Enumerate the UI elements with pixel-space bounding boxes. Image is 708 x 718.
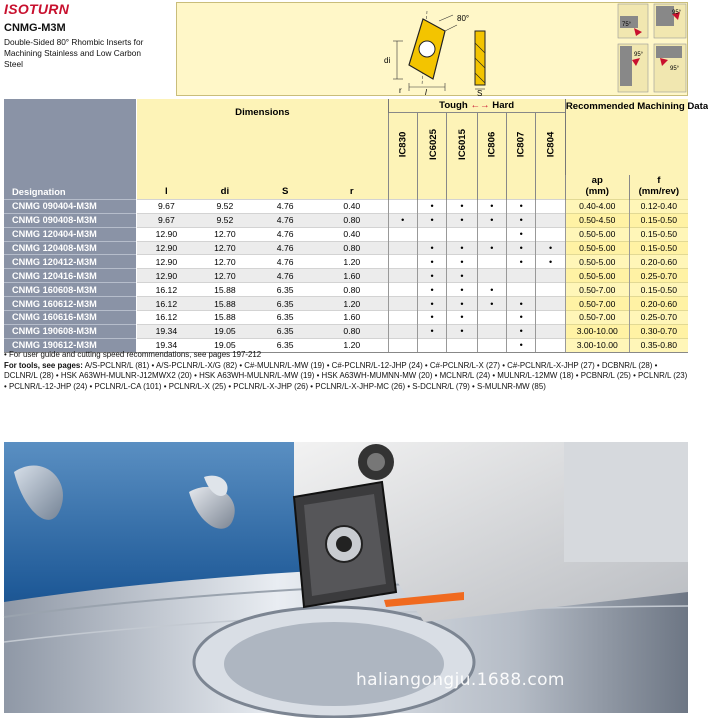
ap-cell: 0.50-7.00: [565, 297, 629, 311]
designation-cell: CNMG 120416-M3M: [4, 269, 137, 283]
table-row: [4, 213, 688, 227]
grade-availability-cell: [388, 269, 417, 283]
l-cell: 9.67: [137, 199, 196, 213]
grade-availability-cell: [447, 227, 477, 241]
designation-cell: CNMG 190612-M3M: [4, 338, 137, 352]
grade-col-ic830: IC830: [388, 113, 417, 175]
grade-availability-cell: [388, 227, 417, 241]
r-label: r: [399, 86, 402, 95]
grade-availability-cell: [536, 227, 565, 241]
l-cell: 16.12: [137, 297, 196, 311]
f-cell: 0.20-0.60: [629, 297, 688, 311]
s-cell: 6.35: [254, 338, 316, 352]
grade-availability-cell: •: [417, 199, 446, 213]
s-cell: 6.35: [254, 283, 316, 297]
f-cell: 0.25-0.70: [629, 311, 688, 325]
grade-availability-cell: •: [447, 255, 477, 269]
grade-availability-cell: •: [417, 297, 446, 311]
grade-col-ic6025: IC6025: [417, 113, 446, 175]
di-label: di: [384, 56, 391, 65]
table-row: [4, 227, 688, 241]
l-cell: 9.67: [137, 213, 196, 227]
r-cell: 0.40: [316, 227, 388, 241]
watermark-text: haliangongju.1688.com: [356, 670, 565, 690]
f-cell: 0.15-0.50: [629, 227, 688, 241]
di-cell: 12.70: [196, 269, 255, 283]
grade-availability-cell: •: [507, 199, 536, 213]
f-cell: 0.15-0.50: [629, 283, 688, 297]
grade-availability-cell: •: [447, 324, 477, 338]
grade-availability-cell: [388, 324, 417, 338]
grade-availability-cell: •: [477, 297, 506, 311]
designation-cell: CNMG 090404-M3M: [4, 199, 137, 213]
grade-availability-cell: [477, 227, 506, 241]
grade-availability-cell: •: [536, 241, 565, 255]
brand-logo: ISOTURN: [4, 1, 70, 17]
product-subtitle: Double-Sided 80° Rhombic Inserts for Machining Stainless and Low Carbon Steel: [4, 37, 144, 69]
r-cell: 1.60: [316, 269, 388, 283]
r-cell: 1.60: [316, 311, 388, 325]
grade-availability-cell: •: [447, 269, 477, 283]
ap-cell: 0.50-7.00: [565, 283, 629, 297]
machining-photo: [4, 442, 688, 713]
rec-col-ap: ap (mm): [565, 175, 629, 200]
grade-availability-cell: [536, 283, 565, 297]
r-cell: 1.20: [316, 338, 388, 352]
angle-label: 80°: [457, 14, 470, 23]
footnotes: [4, 350, 688, 393]
designation-cell: CNMG 120408-M3M: [4, 241, 137, 255]
ap-cell: 0.50-7.00: [565, 311, 629, 325]
di-cell: 12.70: [196, 227, 255, 241]
l-cell: 16.12: [137, 311, 196, 325]
table-row: [4, 283, 688, 297]
di-cell: 19.05: [196, 338, 255, 352]
grade-availability-cell: [507, 269, 536, 283]
grade-col-ic804: IC804: [536, 113, 565, 175]
table-row: [4, 255, 688, 269]
dim-col-l: l: [137, 175, 196, 200]
r-cell: 0.80: [316, 213, 388, 227]
grade-availability-cell: •: [388, 213, 417, 227]
grade-availability-cell: •: [477, 241, 506, 255]
grade-availability-cell: •: [417, 213, 446, 227]
l-cell: 12.90: [137, 241, 196, 255]
grade-availability-cell: [388, 311, 417, 325]
grade-availability-cell: •: [417, 269, 446, 283]
table-row: [4, 311, 688, 325]
grade-col-ic807: IC807: [507, 113, 536, 175]
grade-availability-cell: •: [477, 213, 506, 227]
product-table: [4, 99, 708, 353]
tools-label: For tools, see pages:: [4, 360, 83, 370]
l-cell: 19.34: [137, 324, 196, 338]
grade-availability-cell: •: [477, 199, 506, 213]
r-cell: 0.40: [316, 199, 388, 213]
grade-availability-cell: •: [447, 297, 477, 311]
grade-availability-cell: •: [417, 311, 446, 325]
tools-note: [4, 361, 688, 393]
s-cell: 6.35: [254, 324, 316, 338]
di-cell: 15.88: [196, 311, 255, 325]
designation-cell: CNMG 160612-M3M: [4, 297, 137, 311]
grade-availability-cell: •: [507, 338, 536, 352]
grade-availability-cell: [477, 255, 506, 269]
ap-cell: 0.50-4.50: [565, 213, 629, 227]
table-row: [4, 324, 688, 338]
di-cell: 12.70: [196, 255, 255, 269]
grade-availability-cell: •: [507, 213, 536, 227]
designation-cell: CNMG 120404-M3M: [4, 227, 137, 241]
angle-75-label: 75°: [622, 22, 632, 28]
r-cell: 0.80: [316, 241, 388, 255]
di-cell: 9.52: [196, 199, 255, 213]
grade-col-ic6015: IC6015: [447, 113, 477, 175]
tools-list: A/S-PCLNR/L (81) • A/S-PCLNR/L-X/G (82) • C#-MULNR/L-MW (19) • C#-PCLNR/L-12-JHP (24) • C#-PCLNR/L-X (27) • C#-PCLNR/L-X-JHP (27) • DCBNR/L (28) • DCLNR/L (28) • HSK A63WH-MULNR-J12MWX2 (20) • HSK A63WH-MULNR/L-MW (19) • HSK A63WH-MUMNN-MW (20) • MCLNR/L (24) • MULNR/L-12MW (18) • PCBNR/L (25) • PCLNR/L (23) • PCLNR/L-12-JHP (24) • PCLNR/L-CA (101) • PCLNR/L-X (25) • PCLNR/L-X-JHP (26) • PCLNR/L-X-JHP-MC (26) • S-DCLNR/L (79) • S-MULNR-MW (85): [4, 360, 688, 392]
dim-col-di: di: [196, 175, 255, 200]
grade-availability-cell: •: [507, 324, 536, 338]
designation-cell: CNMG 120412-M3M: [4, 255, 137, 269]
l-cell: 12.90: [137, 227, 196, 241]
r-cell: 0.80: [316, 283, 388, 297]
designation-cell: CNMG 090408-M3M: [4, 213, 137, 227]
s-cell: 6.35: [254, 297, 316, 311]
grade-availability-cell: •: [447, 213, 477, 227]
designation-header: Designation: [4, 99, 137, 199]
grade-availability-cell: [477, 324, 506, 338]
approach-angle-icons: [616, 2, 688, 96]
grade-availability-cell: •: [417, 255, 446, 269]
user-guide-note: • For user guide and cutting speed recommendations, see pages 197-212: [4, 350, 262, 359]
grade-availability-cell: [536, 324, 565, 338]
grade-availability-cell: •: [417, 324, 446, 338]
di-cell: 12.70: [196, 241, 255, 255]
grade-availability-cell: •: [417, 283, 446, 297]
s-cell: 4.76: [254, 199, 316, 213]
s-cell: 4.76: [254, 269, 316, 283]
f-cell: 0.15-0.50: [629, 241, 688, 255]
l-cell: 12.90: [137, 255, 196, 269]
angle-95-label-a: 95°: [672, 10, 682, 16]
grade-availability-cell: •: [447, 241, 477, 255]
di-cell: 19.05: [196, 324, 255, 338]
grade-availability-cell: •: [417, 241, 446, 255]
s-cell: 4.76: [254, 227, 316, 241]
table-row: [4, 199, 688, 213]
l-cell: 12.90: [137, 269, 196, 283]
ap-cell: 0.50-5.00: [565, 269, 629, 283]
recommended-header: Recommended Machining Data: [565, 99, 688, 175]
ap-cell: 3.00-10.00: [565, 338, 629, 352]
grade-availability-cell: [536, 297, 565, 311]
grade-availability-cell: •: [447, 311, 477, 325]
grade-availability-cell: •: [477, 283, 506, 297]
r-cell: 1.20: [316, 297, 388, 311]
dim-col-s: S: [254, 175, 316, 200]
designation-cell: CNMG 190608-M3M: [4, 324, 137, 338]
table-row: [4, 241, 688, 255]
s-cell: 4.76: [254, 241, 316, 255]
s-cell: 6.35: [254, 311, 316, 325]
ap-cell: 0.40-4.00: [565, 199, 629, 213]
grade-availability-cell: [507, 283, 536, 297]
grade-availability-cell: [536, 311, 565, 325]
l-label: l: [425, 88, 427, 97]
grade-availability-cell: [536, 199, 565, 213]
f-cell: 0.20-0.60: [629, 255, 688, 269]
grade-availability-cell: [477, 311, 506, 325]
grade-availability-cell: •: [536, 255, 565, 269]
r-cell: 0.80: [316, 324, 388, 338]
ap-cell: 0.50-5.00: [565, 255, 629, 269]
f-cell: 0.15-0.50: [629, 213, 688, 227]
grade-header: Tough ←→ Hard: [388, 99, 565, 113]
grade-availability-cell: •: [507, 297, 536, 311]
grade-availability-cell: [477, 269, 506, 283]
grade-availability-cell: •: [507, 311, 536, 325]
grade-availability-cell: [388, 297, 417, 311]
ap-cell: 3.00-10.00: [565, 324, 629, 338]
designation-cell: CNMG 160608-M3M: [4, 283, 137, 297]
f-cell: 0.25-0.70: [629, 269, 688, 283]
grade-availability-cell: [536, 269, 565, 283]
f-cell: 0.12-0.40: [629, 199, 688, 213]
ap-cell: 0.50-5.00: [565, 241, 629, 255]
grade-availability-cell: •: [507, 241, 536, 255]
di-cell: 9.52: [196, 213, 255, 227]
grade-availability-cell: [388, 283, 417, 297]
grade-availability-cell: [536, 213, 565, 227]
product-title: CNMG-M3M: [4, 22, 66, 34]
table-row: [4, 297, 688, 311]
s-cell: 4.76: [254, 255, 316, 269]
grade-availability-cell: •: [507, 227, 536, 241]
grade-availability-cell: •: [507, 255, 536, 269]
table-row: [4, 269, 688, 283]
l-cell: 19.34: [137, 338, 196, 352]
grade-availability-cell: [388, 199, 417, 213]
designation-cell: CNMG 160616-M3M: [4, 311, 137, 325]
l-cell: 16.12: [137, 283, 196, 297]
s-cell: 4.76: [254, 213, 316, 227]
grade-availability-cell: [388, 241, 417, 255]
f-cell: 0.35-0.80: [629, 338, 688, 352]
f-cell: 0.30-0.70: [629, 324, 688, 338]
r-cell: 1.20: [316, 255, 388, 269]
angle-95-label-c: 95°: [670, 66, 680, 72]
rec-col-f: f (mm/rev): [629, 175, 688, 200]
grade-availability-cell: •: [447, 283, 477, 297]
grade-col-ic806: IC806: [477, 113, 506, 175]
ap-cell: 0.50-5.00: [565, 227, 629, 241]
insert-dimension-diagram: [176, 2, 688, 96]
grade-availability-cell: [417, 227, 446, 241]
dimensions-header: Dimensions: [137, 99, 388, 175]
angle-95-label-b: 95°: [634, 52, 644, 58]
dim-col-r: r: [316, 175, 388, 200]
di-cell: 15.88: [196, 283, 255, 297]
s-label: S: [477, 89, 483, 98]
di-cell: 15.88: [196, 297, 255, 311]
grade-availability-cell: [388, 255, 417, 269]
grade-availability-cell: •: [447, 199, 477, 213]
